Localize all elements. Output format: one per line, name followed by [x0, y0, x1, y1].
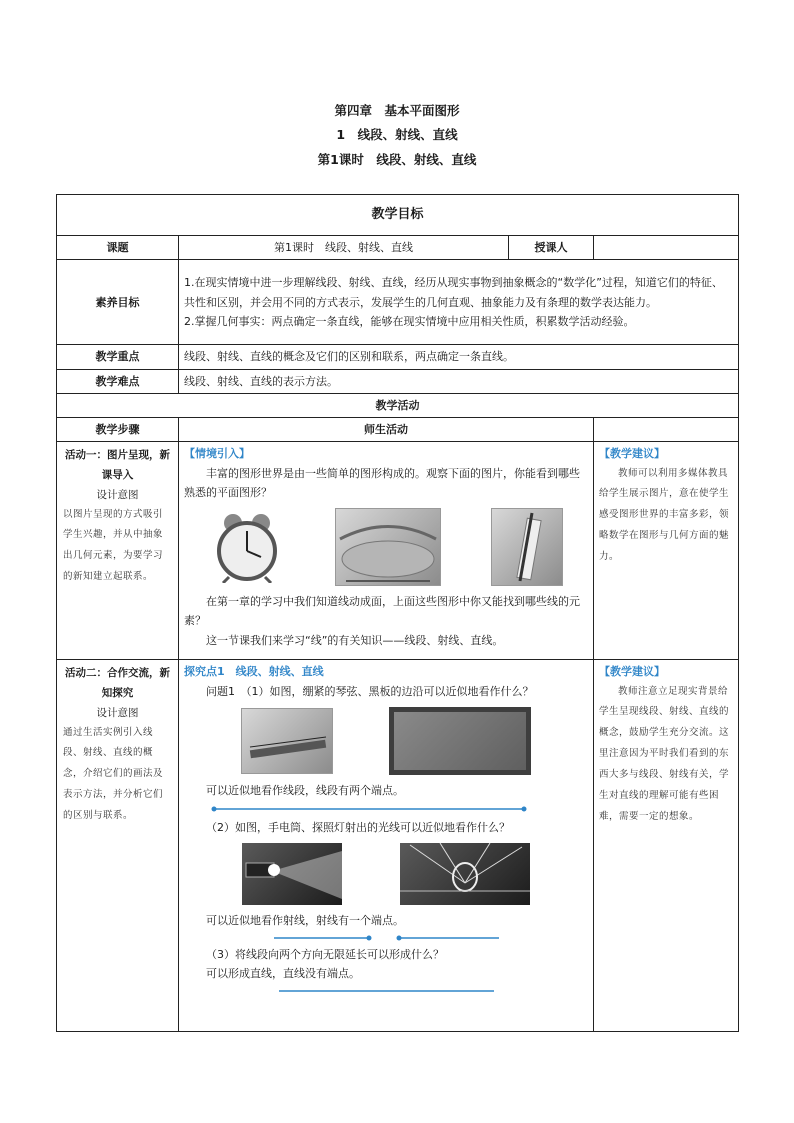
- advice-text-1: 教师可以利用多媒体教具给学生展示图片，意在使学生感受图形世界的丰富多彩，领略数学在图形与几何方面的魅力。: [599, 467, 730, 563]
- literacy-goal-1: 1.在现实情境中进一步理解线段、射线、直线，经历从现实事物到抽象概念的“数学化”过程，知道它们的特征、共性和区别，并会用不同的方式表示，发展学生的几何直观、抽象能力及有条理的数学表达能力。: [184, 276, 723, 309]
- activity2-advice: [594, 660, 739, 1032]
- lesson-plan-table: [56, 194, 739, 1032]
- activity1-paragraph-2: 在第一章的学习中我们知道线动成面，上面这些图形中你又能找到哪些线的元素？: [184, 595, 580, 628]
- alarm-clock-image: [209, 511, 285, 583]
- advice-tag-1: 【教学建议】: [599, 447, 665, 461]
- section-title: 1 线段、射线、直线: [336, 127, 458, 142]
- explore-point: 探究点1 线段、射线、直线: [184, 665, 324, 679]
- answer-3: 可以形成直线，直线没有端点。: [206, 966, 360, 980]
- advice-text-2: 教师注意立足现实背景给学生呈现线段、射线、直线的概念，鼓励学生充分交流。这里注意因为平时我们看到的东西大多与线段、射线有关，学生对直线的理解可能有些困难，需要一定的想象。: [599, 685, 730, 822]
- literacy-goal-2: 2.掌握几何事实：两点确定一条直线，能够在现实情境中应用相关性质，积累数学活动经验。: [184, 314, 635, 328]
- activity2-design-label: 设计意图: [96, 707, 139, 720]
- activity1-images: [184, 508, 588, 586]
- activity1-advice: [594, 442, 739, 660]
- literacy-label: 素养目标: [57, 260, 179, 345]
- scenario-tag: 【情境引入】: [184, 447, 250, 461]
- literacy-goals: [179, 260, 739, 345]
- stadium-image: [335, 508, 441, 586]
- activity1-steps: [57, 442, 179, 660]
- question-2: （2）如图，手电筒、探照灯射出的光线可以近似地看作什么？: [206, 821, 510, 834]
- key-value: 线段、射线、直线的概念及它们的区别和联系，两点确定一条直线。: [179, 345, 739, 369]
- topic-value: 第1课时 线段、射线、直线: [179, 236, 509, 260]
- activity1-paragraph-3: 这一节课我们来学习“线”的有关知识——线段、射线、直线。: [206, 633, 504, 647]
- difficulty-label: 教学难点: [57, 369, 179, 393]
- advice-tag-2: 【教学建议】: [599, 665, 665, 679]
- segment-diagram: [184, 800, 604, 818]
- pen-ruler-image: [491, 508, 563, 586]
- q1-images: [184, 707, 588, 775]
- key-label: 教学重点: [57, 345, 179, 369]
- activity2-title: 活动二：合作交流，新知探究: [65, 667, 170, 700]
- activity2-design-text: 通过生活实例引入线段、射线、直线的概念，介绍它们的画法及表示方法，并分析它们的区别与联系。: [63, 726, 164, 822]
- answer-1: 可以近似地看作线段，线段有两个端点。: [206, 783, 404, 797]
- lesson-title: 第1课时 线段、射线、直线: [317, 152, 477, 167]
- teacher-student-label: 师生活动: [179, 418, 594, 442]
- teacher-value: [594, 236, 739, 260]
- activity1-design-label: 设计意图: [96, 489, 139, 502]
- teacher-label: 授课人: [509, 236, 594, 260]
- guqin-image: [241, 708, 333, 774]
- question-1: 问题1 （1）如图，绷紧的琴弦、黑板的边沿可以近似地看作什么？: [206, 684, 534, 698]
- activity-header: 教学活动: [57, 393, 739, 417]
- answer-2: 可以近似地看作射线，射线有一个端点。: [206, 914, 404, 928]
- topic-label: 课题: [57, 236, 179, 260]
- advice-header-cell: [594, 418, 739, 442]
- blackboard-image: [389, 707, 531, 775]
- activity2-content: [179, 660, 594, 1032]
- steps-label: 教学步骤: [57, 418, 179, 442]
- q2-images: [184, 843, 588, 905]
- goals-header: 教学目标: [57, 195, 739, 236]
- question-3: （3）将线段向两个方向无限延长可以形成什么？: [206, 947, 444, 961]
- difficulty-value: 线段、射线、直线的表示方法。: [179, 369, 739, 393]
- flashlight-image: [242, 843, 342, 905]
- activity1-title: 活动一：图片呈现，新课导入: [65, 449, 170, 482]
- activity1-content: [179, 442, 594, 660]
- activity1-paragraph-1: 丰富的图形世界是由一些简单的图形构成的。观察下面的图片，你能看到哪些熟悉的平面图形？: [184, 466, 580, 499]
- ray-diagram: [184, 931, 604, 945]
- chapter-title: 第四章 基本平面图形: [334, 103, 460, 118]
- activity1-design-text: 以图片呈现的方式吸引学生兴趣，并从中抽象出几何元素，为要学习的新知建立起联系。: [63, 508, 164, 583]
- line-diagram: [184, 983, 604, 999]
- activity2-steps: [57, 660, 179, 1032]
- searchlight-image: [400, 843, 530, 905]
